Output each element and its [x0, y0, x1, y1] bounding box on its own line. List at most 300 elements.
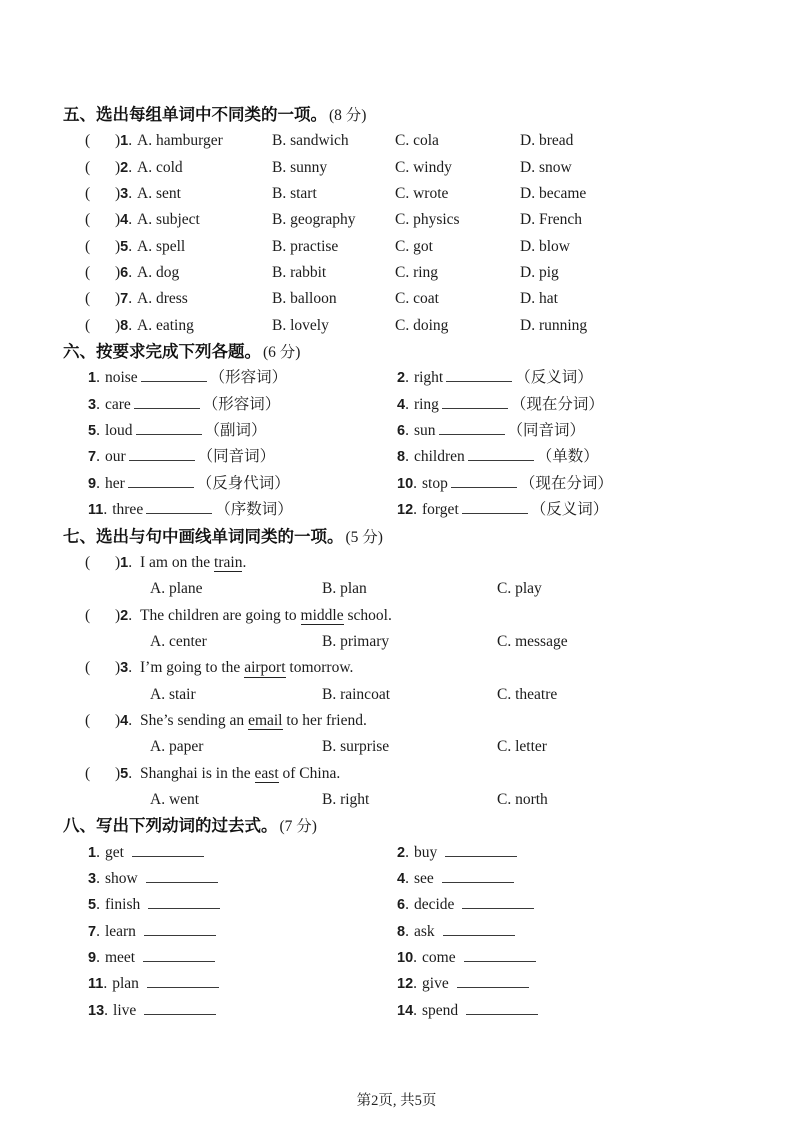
question-num-text: 2: [120, 607, 129, 624]
answer-blank: [462, 893, 534, 910]
answer-blank: [143, 946, 215, 963]
option-a: A. sent: [137, 185, 181, 203]
choice-row-7: [85, 286, 793, 312]
section-six-items: [88, 365, 793, 523]
transform-item-9: [88, 471, 397, 497]
sentence-pre: I am on the: [140, 553, 215, 571]
question-number: [115, 260, 137, 286]
dot: .: [405, 395, 409, 413]
options-row-3: [150, 682, 793, 708]
option-c: C. north: [497, 790, 548, 808]
option-c: C. wrote: [395, 185, 449, 203]
page-number: 第2页, 共5页: [356, 1093, 437, 1109]
option-c: C. got: [395, 237, 433, 255]
option-d: D. blow: [520, 237, 570, 255]
question-num-text: 1: [88, 370, 97, 387]
dot: .: [128, 237, 133, 255]
past-tense-item-9: [88, 945, 397, 971]
verb-word: spend: [422, 1001, 459, 1019]
question-num-text: 3: [120, 186, 129, 203]
underlined-word: east: [254, 764, 279, 782]
option-a: A. cold: [137, 158, 183, 176]
answer-blank: [128, 471, 194, 488]
option-b: B. lovely: [272, 316, 329, 334]
option-b: B. start: [272, 185, 317, 203]
option-b: B. geography: [272, 211, 356, 229]
section-score: (8 分): [329, 107, 367, 124]
option-b: B. primary: [322, 632, 390, 650]
dot: .: [128, 264, 133, 282]
sentence-pre: Shanghai is in the: [140, 764, 255, 782]
options-row-4: [150, 734, 793, 760]
option-a: A. spell: [137, 237, 186, 255]
option-a: A. dog: [137, 264, 180, 282]
option-b: B. sunny: [272, 158, 328, 176]
option-d: D. bread: [520, 132, 574, 150]
answer-paren-close: ): [115, 290, 121, 308]
transform-item-8: [397, 444, 793, 470]
answer-paren-open: (: [85, 158, 91, 176]
underlined-word: middle: [300, 606, 344, 624]
past-tense-item-10: [397, 945, 793, 971]
question-num-text: 1: [120, 554, 129, 571]
option-c: C. cola: [395, 132, 439, 150]
question-num-text: 4: [397, 870, 406, 887]
source-word: her: [104, 474, 125, 492]
dot: .: [96, 896, 100, 914]
word-hint: （序数词）: [215, 501, 293, 519]
option-d: D. pig: [520, 264, 559, 282]
question-number: [115, 313, 137, 339]
question-num-text: 4: [120, 712, 129, 729]
choice-row-5: [85, 234, 793, 260]
dot: .: [405, 422, 409, 440]
option-b: B. practise: [272, 237, 339, 255]
past-tense-item-5: [88, 892, 397, 918]
option-c: C. windy: [395, 158, 452, 176]
option-b: B. sandwich: [272, 132, 349, 150]
answer-paren-open: (: [85, 211, 91, 229]
option-c: C. coat: [395, 290, 439, 308]
verb-word: show: [104, 869, 138, 887]
source-word: care: [104, 395, 131, 413]
question-num-text: 3: [120, 660, 129, 677]
transform-item-5: [88, 418, 397, 444]
transform-item-12: [397, 497, 793, 523]
question-number: [115, 181, 137, 207]
word-hint: （同音词）: [507, 422, 586, 440]
question-num-text: 10: [397, 475, 414, 492]
option-c: C. doing: [395, 316, 449, 334]
sentence: [140, 603, 793, 629]
answer-paren-close: ): [115, 185, 121, 203]
verb-word: decide: [413, 896, 455, 914]
answer-blank: [442, 866, 514, 883]
option-a: A. eating: [137, 316, 194, 334]
choice-row-8: [85, 313, 793, 339]
dot: .: [413, 975, 418, 993]
option-d: D. running: [520, 316, 588, 334]
question-num-text: 4: [120, 212, 129, 229]
dot: .: [128, 211, 133, 229]
question-num-text: 11: [88, 976, 104, 993]
past-tense-item-3: [88, 866, 397, 892]
source-word: children: [413, 448, 465, 466]
dot: .: [128, 764, 133, 782]
question-num-text: 2: [120, 159, 129, 176]
dot: .: [128, 185, 133, 203]
section-title-text: 五、选出每组单词中不同类的一项。: [63, 106, 327, 124]
dot: .: [128, 290, 133, 308]
question-num-text: 8: [120, 317, 129, 334]
answer-blank: [445, 840, 517, 857]
source-word: three: [112, 501, 144, 519]
question-num-text: 8: [397, 449, 406, 466]
options-row-5: [150, 787, 793, 813]
answer-paren-close: ): [115, 711, 121, 729]
past-tense-item-12: [397, 971, 793, 997]
dot: .: [128, 316, 133, 334]
question-number: [115, 708, 140, 734]
past-tense-item-7: [88, 919, 397, 945]
source-word: stop: [422, 474, 448, 492]
question-num-text: 14: [397, 1002, 414, 1019]
dot: .: [96, 395, 100, 413]
dot: .: [96, 448, 100, 466]
answer-blank: [446, 366, 512, 383]
dot: .: [96, 922, 100, 940]
answer-blank: [132, 840, 204, 857]
answer-blank: [462, 498, 528, 515]
verb-word: get: [104, 843, 124, 861]
option-b: B. rabbit: [272, 264, 327, 282]
word-hint: （单数）: [536, 448, 599, 466]
dot: .: [96, 949, 100, 966]
verb-word: give: [422, 975, 449, 993]
question-num-text: 6: [397, 423, 406, 440]
sentence-pre: I’m going to the: [140, 659, 245, 677]
section-score: (7 分): [279, 818, 317, 836]
answer-paren-open: (: [85, 553, 91, 571]
answer-blank: [148, 893, 220, 910]
answer-blank: [144, 998, 216, 1015]
underlined-word: train: [214, 553, 243, 571]
answer-blank: [468, 445, 534, 462]
answer-paren-open: (: [85, 264, 91, 282]
sentence: [140, 761, 793, 787]
answer-blank: [144, 919, 216, 936]
verb-word: learn: [104, 922, 136, 940]
question-number: [115, 761, 140, 787]
dot: .: [128, 659, 133, 677]
verb-word: buy: [413, 843, 438, 861]
answer-paren-close: ): [115, 659, 121, 677]
answer-paren-close: ): [115, 764, 121, 782]
option-a: A. went: [150, 790, 200, 808]
answer-paren-close: ): [115, 237, 121, 255]
option-a: A. subject: [137, 211, 200, 229]
verb-word: finish: [104, 896, 141, 914]
transform-item-1: [88, 365, 397, 391]
question-num-text: 2: [397, 370, 406, 387]
dot: .: [413, 1001, 418, 1019]
sentence-post: .: [242, 553, 247, 571]
question-number: [115, 155, 137, 181]
verb-word: ask: [413, 922, 435, 940]
answer-paren-open: (: [85, 185, 91, 203]
dot: .: [405, 448, 409, 466]
question-number: [115, 655, 140, 681]
answer-blank: [136, 419, 202, 436]
sentence: [140, 655, 793, 681]
question-num-text: 4: [397, 396, 406, 413]
answer-blank: [466, 998, 538, 1015]
verb-word: live: [113, 1001, 137, 1019]
source-word: forget: [422, 501, 459, 519]
past-tense-item-14: [397, 998, 793, 1024]
answer-paren-close: ): [115, 211, 121, 229]
question-number: [115, 234, 137, 260]
sentence-question-1: [85, 550, 793, 576]
past-tense-item-6: [397, 892, 793, 918]
answer-blank: [439, 419, 505, 436]
dot: .: [405, 922, 409, 940]
dot: .: [405, 369, 409, 387]
question-num-text: 2: [397, 844, 406, 861]
dot: .: [128, 553, 133, 571]
question-num-text: 6: [397, 897, 406, 914]
past-tense-item-2: [397, 840, 793, 866]
word-hint: （形容词）: [209, 369, 288, 387]
answer-paren-open: (: [85, 316, 91, 334]
option-b: B. right: [322, 790, 370, 808]
word-hint: （现在分词）: [519, 474, 613, 492]
transform-item-7: [88, 444, 397, 470]
option-a: A. hamburger: [137, 132, 223, 150]
sentence-question-2: [85, 603, 793, 629]
answer-paren-close: ): [115, 264, 121, 282]
answer-paren-open: (: [85, 237, 91, 255]
past-tense-item-8: [397, 919, 793, 945]
word-hint: （现在分词）: [510, 395, 604, 413]
question-num-text: 10: [397, 950, 414, 966]
transform-item-2: [397, 365, 793, 391]
option-a: A. stair: [150, 685, 196, 703]
option-c: C. physics: [395, 211, 460, 229]
dot: .: [96, 869, 100, 887]
option-b: B. raincoat: [322, 685, 391, 703]
section-score: (5 分): [345, 528, 383, 546]
dot: .: [405, 869, 409, 887]
option-b: B. plan: [322, 580, 367, 598]
transform-item-6: [397, 418, 793, 444]
answer-paren-close: ): [115, 158, 121, 176]
dot: .: [103, 501, 108, 519]
page-footer: [0, 1089, 793, 1110]
past-tense-item-1: [88, 840, 397, 866]
dot: .: [405, 843, 409, 861]
dot: .: [413, 501, 418, 519]
answer-paren-close: ): [115, 316, 121, 334]
dot: .: [128, 132, 133, 150]
sentence-pre: She’s sending an: [140, 711, 249, 729]
section-five-title: [63, 102, 793, 128]
past-tense-item-13: [88, 998, 397, 1024]
answer-paren-open: (: [85, 606, 91, 624]
verb-word: see: [413, 869, 434, 887]
question-number: [115, 207, 137, 233]
answer-paren-open: (: [85, 659, 91, 677]
source-word: our: [104, 448, 126, 466]
answer-blank: [147, 972, 219, 989]
source-word: loud: [104, 422, 133, 440]
question-num-text: 5: [88, 897, 97, 914]
question-num-text: 3: [88, 870, 97, 887]
transform-item-10: [397, 471, 793, 497]
section-eight-items: [88, 840, 793, 1024]
option-c: C. theatre: [497, 685, 558, 703]
section-title-text: 七、选出与句中画线单词同类的一项。: [63, 527, 344, 546]
word-hint: （同音词）: [197, 448, 276, 466]
dot: .: [413, 474, 418, 492]
option-a: A. dress: [137, 290, 188, 308]
question-num-text: 9: [88, 950, 97, 966]
source-word: noise: [104, 369, 138, 387]
sentence-post: of China.: [278, 764, 341, 782]
dot: .: [104, 1001, 109, 1019]
section-seven-title: [63, 524, 793, 550]
sentence: [140, 708, 793, 734]
source-word: right: [413, 369, 444, 387]
answer-blank: [141, 366, 207, 383]
answer-blank: [457, 972, 529, 989]
answer-paren-open: (: [85, 132, 91, 150]
options-row-1: [150, 576, 793, 602]
question-num-text: 7: [120, 291, 129, 308]
options-row-2: [150, 629, 793, 655]
answer-paren-open: (: [85, 764, 91, 782]
question-num-text: 12: [397, 502, 414, 519]
choice-row-2: [85, 155, 793, 181]
transform-item-11: [88, 497, 397, 523]
question-num-text: 7: [88, 449, 97, 466]
question-number: [115, 603, 140, 629]
option-d: D. snow: [520, 158, 572, 176]
choice-row-1: [85, 128, 793, 154]
option-a: A. plane: [150, 580, 203, 598]
dot: .: [128, 606, 133, 624]
answer-blank: [443, 919, 515, 936]
section-title-text: 八、写出下列动词的过去式。: [63, 817, 278, 836]
question-num-text: 5: [120, 765, 129, 782]
sentence-question-5: [85, 761, 793, 787]
word-hint: （副词）: [204, 422, 267, 440]
option-d: D. became: [520, 185, 587, 203]
option-c: C. ring: [395, 264, 439, 282]
question-num-text: 13: [88, 1002, 105, 1019]
answer-blank: [146, 866, 218, 883]
answer-blank: [129, 445, 195, 462]
option-b: B. surprise: [322, 738, 390, 756]
past-tense-item-4: [397, 866, 793, 892]
past-tense-item-11: [88, 971, 397, 997]
section-six-title: [63, 339, 793, 365]
question-number: [115, 128, 137, 154]
option-d: D. French: [520, 211, 582, 229]
underlined-word: email: [248, 711, 283, 729]
answer-paren-open: (: [85, 290, 91, 308]
answer-paren-close: ): [115, 606, 121, 624]
question-num-text: 1: [88, 844, 97, 861]
question-num-text: 6: [120, 265, 129, 282]
choice-row-3: [85, 181, 793, 207]
source-word: ring: [413, 395, 439, 413]
sentence-post: tomorrow.: [285, 659, 354, 677]
word-hint: （反义词）: [530, 501, 609, 519]
question-num-text: 12: [397, 976, 414, 993]
dot: .: [405, 896, 409, 914]
word-hint: （形容词）: [202, 395, 281, 413]
question-num-text: 11: [88, 502, 104, 519]
question-num-text: 3: [88, 396, 97, 413]
answer-blank: [146, 498, 212, 515]
question-number: [115, 550, 140, 576]
dot: .: [128, 711, 133, 729]
dot: .: [96, 843, 100, 861]
underlined-word: airport: [244, 659, 286, 677]
option-a: A. paper: [150, 738, 204, 756]
dot: .: [96, 422, 100, 440]
dot: .: [413, 949, 418, 966]
sentence-pre: The children are going to: [140, 606, 301, 624]
choice-row-6: [85, 260, 793, 286]
option-c: C. letter: [497, 738, 547, 756]
verb-word: plan: [112, 975, 139, 993]
question-num-text: 8: [397, 923, 406, 940]
option-d: D. hat: [520, 290, 558, 308]
choice-row-4: [85, 207, 793, 233]
sentence-post: school.: [343, 606, 392, 624]
question-num-text: 5: [88, 423, 97, 440]
question-num-text: 5: [120, 238, 129, 255]
source-word: sun: [413, 422, 436, 440]
answer-blank: [451, 471, 517, 488]
dot: .: [96, 474, 100, 492]
option-b: B. balloon: [272, 290, 337, 308]
sentence: [140, 550, 793, 576]
question-num-text: 7: [88, 923, 97, 940]
answer-blank: [442, 392, 508, 409]
dot: .: [96, 369, 100, 387]
option-a: A. center: [150, 632, 207, 650]
dot: .: [128, 158, 133, 176]
section-title-text: 六、按要求完成下列各题。: [63, 343, 261, 362]
sentence-question-3: [85, 655, 793, 681]
answer-paren-close: ): [115, 553, 121, 571]
question-number: [115, 286, 137, 312]
answer-blank: [464, 946, 536, 963]
verb-word: come: [422, 949, 456, 966]
dot: .: [103, 975, 108, 993]
section-eight-title: [63, 813, 793, 839]
answer-paren-open: (: [85, 711, 91, 729]
option-c: C. message: [497, 632, 568, 650]
verb-word: meet: [104, 949, 136, 966]
transform-item-3: [88, 392, 397, 418]
question-num-text: 9: [88, 475, 97, 492]
question-num-text: 1: [120, 133, 129, 150]
section-score: (6 分): [263, 344, 301, 362]
